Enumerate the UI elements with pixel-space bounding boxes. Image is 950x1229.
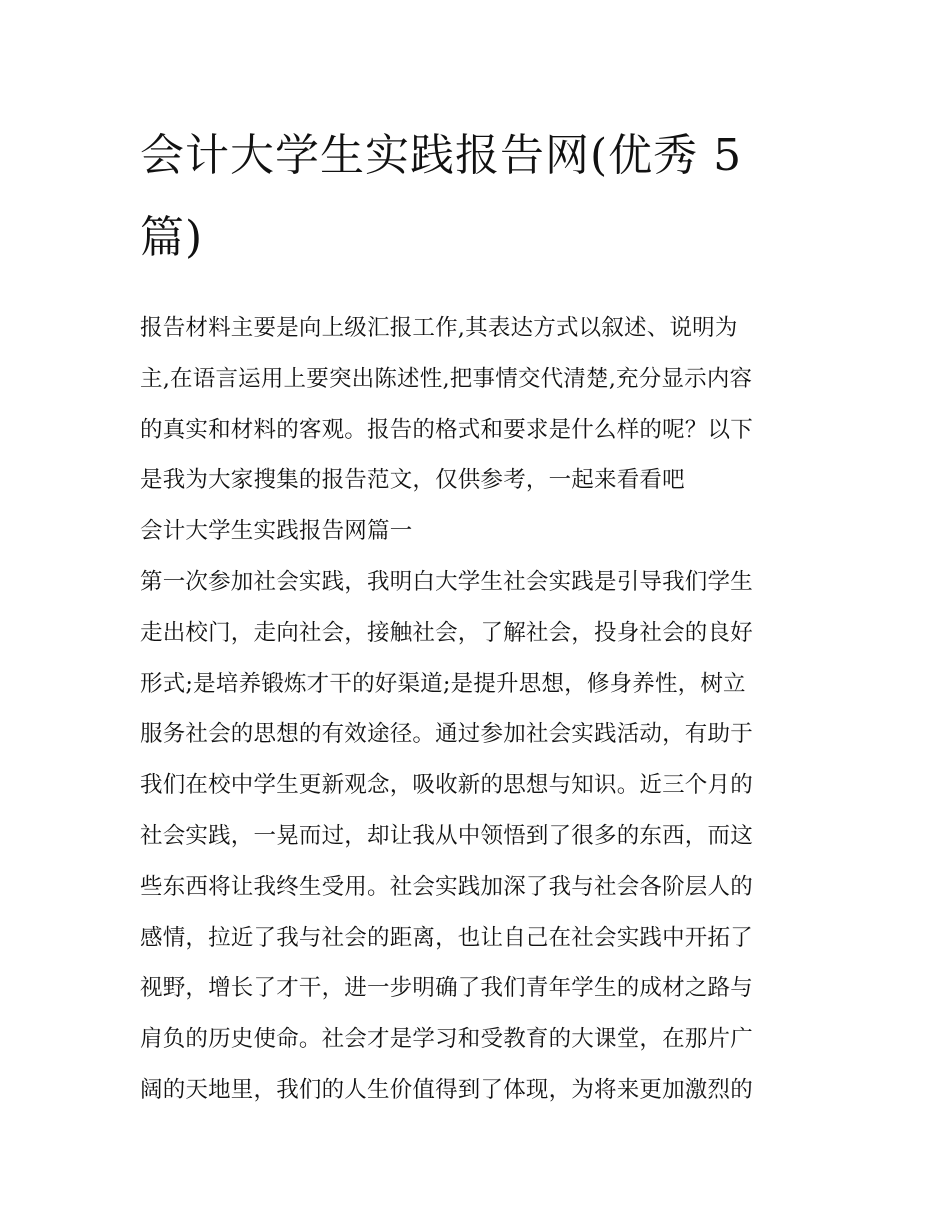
body-line: 我们在校中学生更新观念，吸收新的思想与知识。近三个月的 — [140, 772, 753, 799]
title-line: 篇) — [140, 212, 204, 263]
document-title — [140, 115, 812, 279]
section-heading: 会计大学生实践报告网篇一 — [140, 518, 413, 545]
intro-line: 主,在语言运用上要突出陈述性,把事情交代清楚,充分显示内容 — [140, 365, 753, 392]
body-line: 感情，拉近了我与社会的距离，也让自己在社会实践中开拓了 — [140, 924, 753, 951]
body-line: 社会实践，一晃而过，却让我从中领悟到了很多的东西，而这 — [140, 822, 753, 849]
body-text — [140, 303, 812, 1116]
body-line: 视野，增长了才干，进一步明确了我们青年学生的成材之路与 — [140, 975, 753, 1002]
body-line: 些东西将让我终生受用。社会实践加深了我与社会各阶层人的 — [140, 873, 753, 900]
intro-line: 报告材料主要是向上级汇报工作,其表达方式以叙述、说明为 — [140, 315, 738, 341]
body-line: 形式;是培养锻炼才干的好渠道;是提升思想，修身养性，树立 — [140, 670, 746, 697]
body-line: 肩负的历史使命。社会才是学习和受教育的大课堂，在那片广 — [140, 1026, 753, 1053]
intro-line: 是我为大家搜集的报告范文，仅供参考，一起来看看吧 — [140, 467, 685, 494]
body-line: 服务社会的思想的有效途径。通过参加社会实践活动，有助于 — [140, 721, 753, 748]
intro-line: 的真实和材料的客观。报告的格式和要求是什么样的呢？以下 — [140, 416, 753, 443]
body-line: 走出校门，走向社会，接触社会，了解社会，投身社会的良好 — [140, 619, 753, 646]
title-line: 会计大学生实践报告网(优秀 5 — [140, 130, 743, 181]
document-content — [140, 115, 812, 1116]
body-line: 第一次参加社会实践，我明白大学生社会实践是引导我们学生 — [140, 568, 753, 595]
body-line: 阔的天地里，我们的人生价值得到了体现，为将来更加激烈的 — [140, 1076, 753, 1103]
